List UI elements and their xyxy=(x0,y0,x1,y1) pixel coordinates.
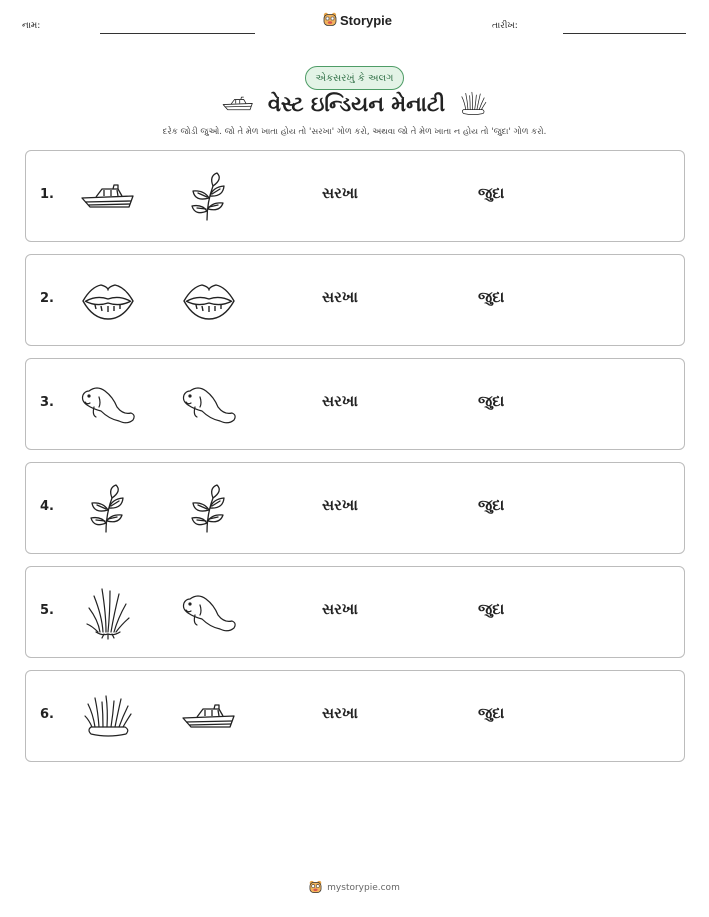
date-line[interactable] xyxy=(563,33,686,34)
same-option[interactable]: સરખા xyxy=(322,600,358,618)
seagrass-rock-icon xyxy=(83,694,133,740)
left-picture xyxy=(78,586,138,640)
left-picture xyxy=(78,482,138,536)
lips-icon xyxy=(81,281,135,321)
question-number: 3. xyxy=(40,395,54,410)
question-number: 4. xyxy=(40,499,54,514)
same-option[interactable]: સરખા xyxy=(322,392,358,410)
date-label: તારીખ: xyxy=(492,21,518,31)
different-option[interactable]: જુદા xyxy=(478,392,505,410)
storypie-logo xyxy=(323,12,392,28)
name-line[interactable] xyxy=(100,33,255,34)
storypie-mascot-icon xyxy=(323,12,337,28)
question-row-2 xyxy=(25,254,685,346)
boat-icon xyxy=(80,183,136,211)
right-picture xyxy=(179,586,239,640)
footer-url[interactable]: mystorypie.com xyxy=(327,882,400,893)
question-row-4 xyxy=(25,462,685,554)
boat-icon xyxy=(222,96,254,112)
page-title: વેસ્ટ ઇન્ડિયન મેનાટી xyxy=(267,91,446,116)
activity-badge: એકસરખું કે અલગ xyxy=(305,66,404,90)
question-number: 1. xyxy=(40,187,54,202)
right-picture xyxy=(179,482,239,536)
left-picture xyxy=(78,378,138,432)
lips-icon xyxy=(182,281,236,321)
different-option[interactable]: જુદા xyxy=(478,288,505,306)
question-number: 6. xyxy=(40,707,54,722)
question-row-3 xyxy=(25,358,685,450)
leaf-icon xyxy=(189,484,229,534)
question-row-6 xyxy=(25,670,685,762)
different-option[interactable]: જુદા xyxy=(478,600,505,618)
question-number: 2. xyxy=(40,291,54,306)
left-picture xyxy=(78,690,138,744)
same-option[interactable]: સરખા xyxy=(322,704,358,722)
boat-icon xyxy=(181,703,237,731)
question-row-1 xyxy=(25,150,685,242)
brand-name: Storypie xyxy=(340,12,393,28)
right-picture xyxy=(179,170,239,224)
leaf-icon xyxy=(88,484,128,534)
manatee-icon xyxy=(180,383,238,427)
storypie-mascot-icon xyxy=(309,880,322,895)
footer xyxy=(0,880,709,895)
seagrass-icon xyxy=(86,586,130,640)
different-option[interactable]: જુદા xyxy=(478,496,505,514)
seagrass-rock-icon xyxy=(459,91,487,117)
manatee-icon xyxy=(79,383,137,427)
same-option[interactable]: સરખા xyxy=(322,496,358,514)
left-picture xyxy=(78,274,138,328)
right-picture xyxy=(179,378,239,432)
instructions: દરેક જોડી જુઓ. જો તે મેળ ખાતા હોય તો 'સરખા' ગોળ કરો, અથવા જો તે મેળ ખાતા ન હોય તો 'જુદા' ગોળ કરો. xyxy=(162,127,547,137)
name-label: નામ: xyxy=(22,21,41,31)
title-row xyxy=(0,91,709,117)
same-option[interactable]: સરખા xyxy=(322,288,358,306)
manatee-icon xyxy=(180,591,238,635)
right-picture xyxy=(179,690,239,744)
different-option[interactable]: જુદા xyxy=(478,184,505,202)
leaf-icon xyxy=(189,172,229,222)
left-picture xyxy=(78,170,138,224)
question-number: 5. xyxy=(40,603,54,618)
same-option[interactable]: સરખા xyxy=(322,184,358,202)
different-option[interactable]: જુદા xyxy=(478,704,505,722)
right-picture xyxy=(179,274,239,328)
question-row-5 xyxy=(25,566,685,658)
